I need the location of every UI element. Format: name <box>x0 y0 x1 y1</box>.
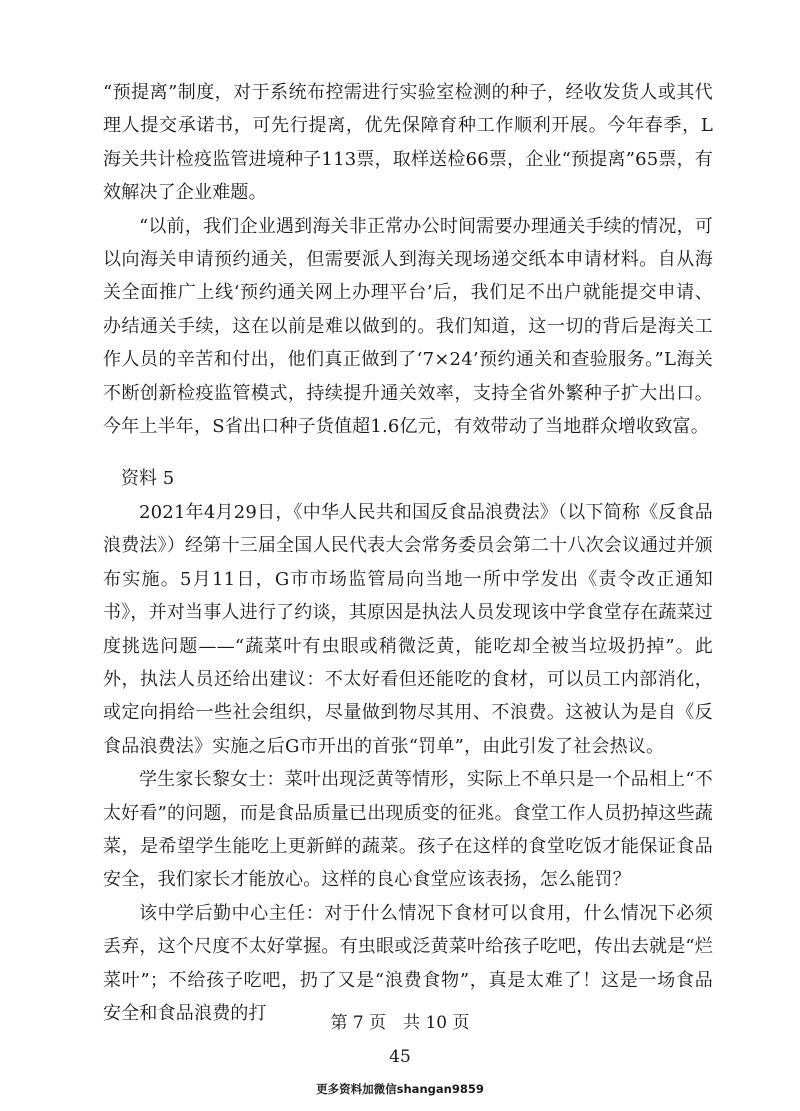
paragraph: 2021年4月29日，《中华人民共和国反食品浪费法》（以下简称《反食品浪费法》）经第十三届全国人民代表大会常务委员会第二十八次会议通过并颁布实施。5月11日，G市市场监管局向当地一所中学发出《责令改正通知书》，并对当事人进行了约谈，其原因是执法人员发现该中学食堂存在蔬菜过度挑选问题——“蔬菜叶有虫眼或稍微泛黄，能吃却全被当垃圾扔掉”。此外，执法人员还给出建议：不太好看但还能吃的食材，可以员工内部消化，或定向捐给一些社会组织，尽量做到物尽其用、不浪费。这被认为是自《反食品浪费法》实施之后G市开出的首张“罚单”，由此引发了社会热议。 <box>103 501 713 757</box>
paragraph: 学生家长黎女士：菜叶出现泛黄等情形，实际上不单只是一个品相上“不太好看”的问题，而是食品质量已出现质变的征兆。食堂工作人员扔掉这些蔬菜，是希望学生能吃上更新鲜的蔬菜。孩子在这样的食堂吃饭才能保证食品安全，我们家长才能放心。这样的良心食堂应该表扬，怎么能罚？ <box>103 769 713 891</box>
document-body <box>103 76 713 1030</box>
page-number: 45 <box>389 1047 411 1067</box>
page-indicator: 第 7 页 共 10 页 <box>330 1013 470 1033</box>
paragraph: 该中学后勤中心主任：对于什么情况下食材可以食用，什么情况下必须丢弃，这个尺度不太好掌握。有虫眼或泛黄菜叶给孩子吃吧，传出去就是“烂菜叶”；不给孩子吃吧，扔了又是“浪费食物”，真是太难了！这是一场食品安全和食品浪费的打 <box>103 902 713 1024</box>
paragraph: “预提离”制度，对于系统布控需进行实验室检测的种子，经收发货人或其代理人提交承诺书，可先行提离，优先保障育种工作顺利开展。今年春季，L海关共计检疫监管进境种子113票，取样送检66票，企业“预提离”65票，有效解决了企业难题。 <box>103 82 713 204</box>
paragraph: “以前，我们企业遇到海关非正常办公时间需要办理通关手续的情况，可以向海关申请预约通关，但需要派人到海关现场递交纸本申请材料。自从海关全面推广上线‘预约通关网上办理平台’后，我们足不出户就能提交申请、办结通关手续，这在以前是难以做到的。我们知道，这一切的背后是海关工作人员的辛苦和付出，他们真正做到了‘7×24’预约通关和查验服务。”L海关不断创新检疫监管模式，持续提升通关效率，支持全省外繁种子扩大出口。今年上半年，S省出口种子货值超1.6亿元，有效带动了当地群众增收致富。 <box>103 215 713 438</box>
footer-note: 更多资料加微信shangan9859 <box>316 1082 484 1096</box>
section-title: 资料 5 <box>121 468 175 490</box>
